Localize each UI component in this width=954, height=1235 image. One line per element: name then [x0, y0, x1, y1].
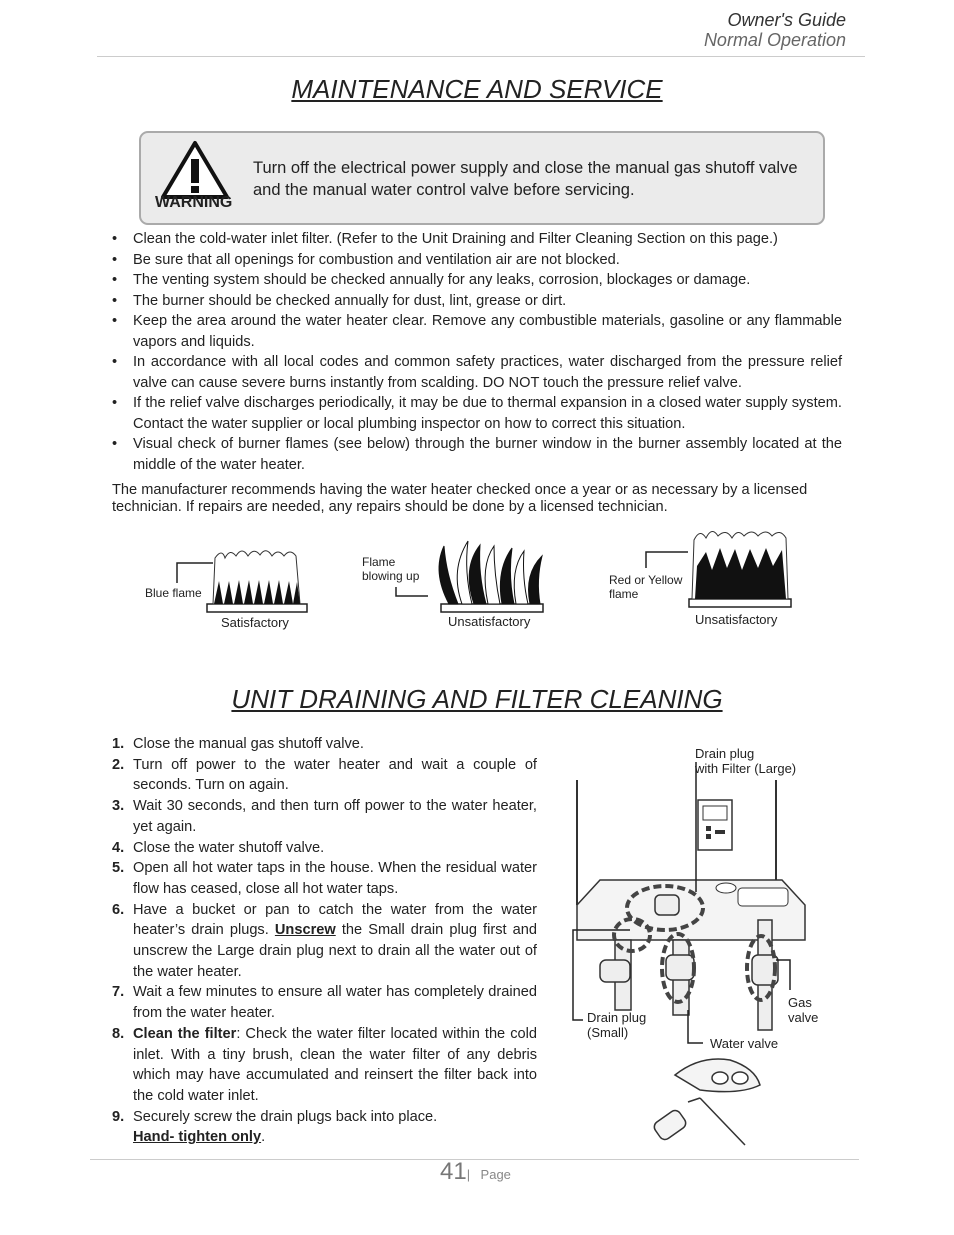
draining-steps [112, 734, 537, 1148]
gas-valve-label: Gas valve [788, 995, 819, 1025]
list-item: • If the relief valve discharges periodically, it may be due to thermal expansion in a closed water supply system. Contact the water supplier or local plumbing inspector on how to correct this situation. [112, 395, 842, 432]
water-valve-label: Water valve [710, 1036, 779, 1051]
page-number: 41 [440, 1158, 467, 1185]
page-word: Page [480, 1167, 511, 1182]
maintenance-title: MAINTENANCE AND SERVICE [291, 74, 663, 104]
satisfactory-caption: Satisfactory [221, 615, 289, 630]
step-item: 8. Clean the filter: Check the water filter located within the cold inlet. With a tiny brush, clean the water filter of any debris which may have accumulated and reinsert the filter back into the cold water inlet. [112, 1025, 537, 1104]
list-item: • Be sure that all openings for combustion and ventilation air are not blocked. [112, 251, 620, 268]
large-drain-plug-label: Drain plug with Filter (Large) [695, 746, 797, 776]
guide-title: Owner's Guide [727, 10, 846, 30]
satisfactory-flame-figure [177, 551, 307, 612]
step-item: 3. Wait 30 seconds, and then turn off power to the water heater, yet again. [112, 798, 537, 835]
recommendation-paragraph: The manufacturer recommends having the water heater checked once a year or as necessary by a licensed technician. If repairs are needed, any repairs should be done by a licensed technician. [112, 482, 808, 515]
flame-blowing-up-label: Flame blowing up [362, 555, 420, 583]
blue-flame-label: Blue flame [145, 586, 202, 600]
list-item: • Visual check of burner flames (see below) through the burner window in the burner assembly located at the middle of the water heater. [112, 436, 842, 473]
water-heater-drain-diagram [560, 740, 860, 1160]
warning-box [139, 131, 825, 225]
draining-title: UNIT DRAINING AND FILTER CLEANING [231, 684, 723, 714]
warning-label: WARNING [155, 194, 233, 211]
section-title: Normal Operation [703, 30, 846, 50]
step-item: 6. Have a bucket or pan to catch the water from the water heater’s drain plugs. Unscrew the Small drain plug first and unscrew the Large drain plug next to drain all the water out of the water heater. [112, 901, 537, 980]
running-header [704, 10, 846, 50]
step-item: 4. Close the water shutoff valve. [112, 839, 325, 856]
list-item: • Keep the area around the water heater clear. Remove any combustible materials, gasoline or any flammable vapors and liquids. [112, 313, 842, 350]
list-item: • In accordance with all local codes and common safety practices, water discharged from the pressure relief valve can cause severe burns instantly from scalding. DO NOT touch the pressure relief valve. [112, 354, 842, 391]
list-item: • The venting system should be checked annually for any leaks, corrosion, blockages or damage. [112, 272, 751, 288]
page-footer [440, 1158, 511, 1186]
warning-text: Turn off the electrical power supply and close the manual gas shutoff valve and the manual water control valve before servicing. [253, 159, 798, 199]
small-drain-plug-label: Drain plug (Small) [587, 1010, 647, 1040]
red-yellow-flame-label: Red or Yellow flame [609, 573, 683, 601]
step-item: 9. Securely screw the drain plugs back into place. Hand- tighten only. [112, 1108, 438, 1146]
step-item: 5. Open all hot water taps in the house. When the residual water flow has ceased, close all hot water taps. [112, 860, 537, 897]
step-item: 2. Turn off power to the water heater and wait a couple of seconds. Turn on again. [112, 756, 537, 794]
step-item: 1. Close the manual gas shutoff valve. [112, 736, 364, 752]
unsatisfactory-caption-2: Unsatisfactory [695, 612, 778, 627]
list-item: • Clean the cold-water inlet filter. (Refer to the Unit Draining and Filter Cleaning Section on this page.) [112, 231, 778, 247]
header-rule [97, 56, 865, 57]
unsatisfactory-caption-1: Unsatisfactory [448, 614, 531, 629]
page-separator: | [466, 1167, 471, 1182]
list-item: • The burner should be checked annually for dust, lint, grease or dirt. [112, 292, 567, 309]
step-item: 7. Wait a few minutes to ensure all water has completely drained from the water heater. [112, 984, 537, 1022]
maintenance-list [112, 229, 842, 475]
